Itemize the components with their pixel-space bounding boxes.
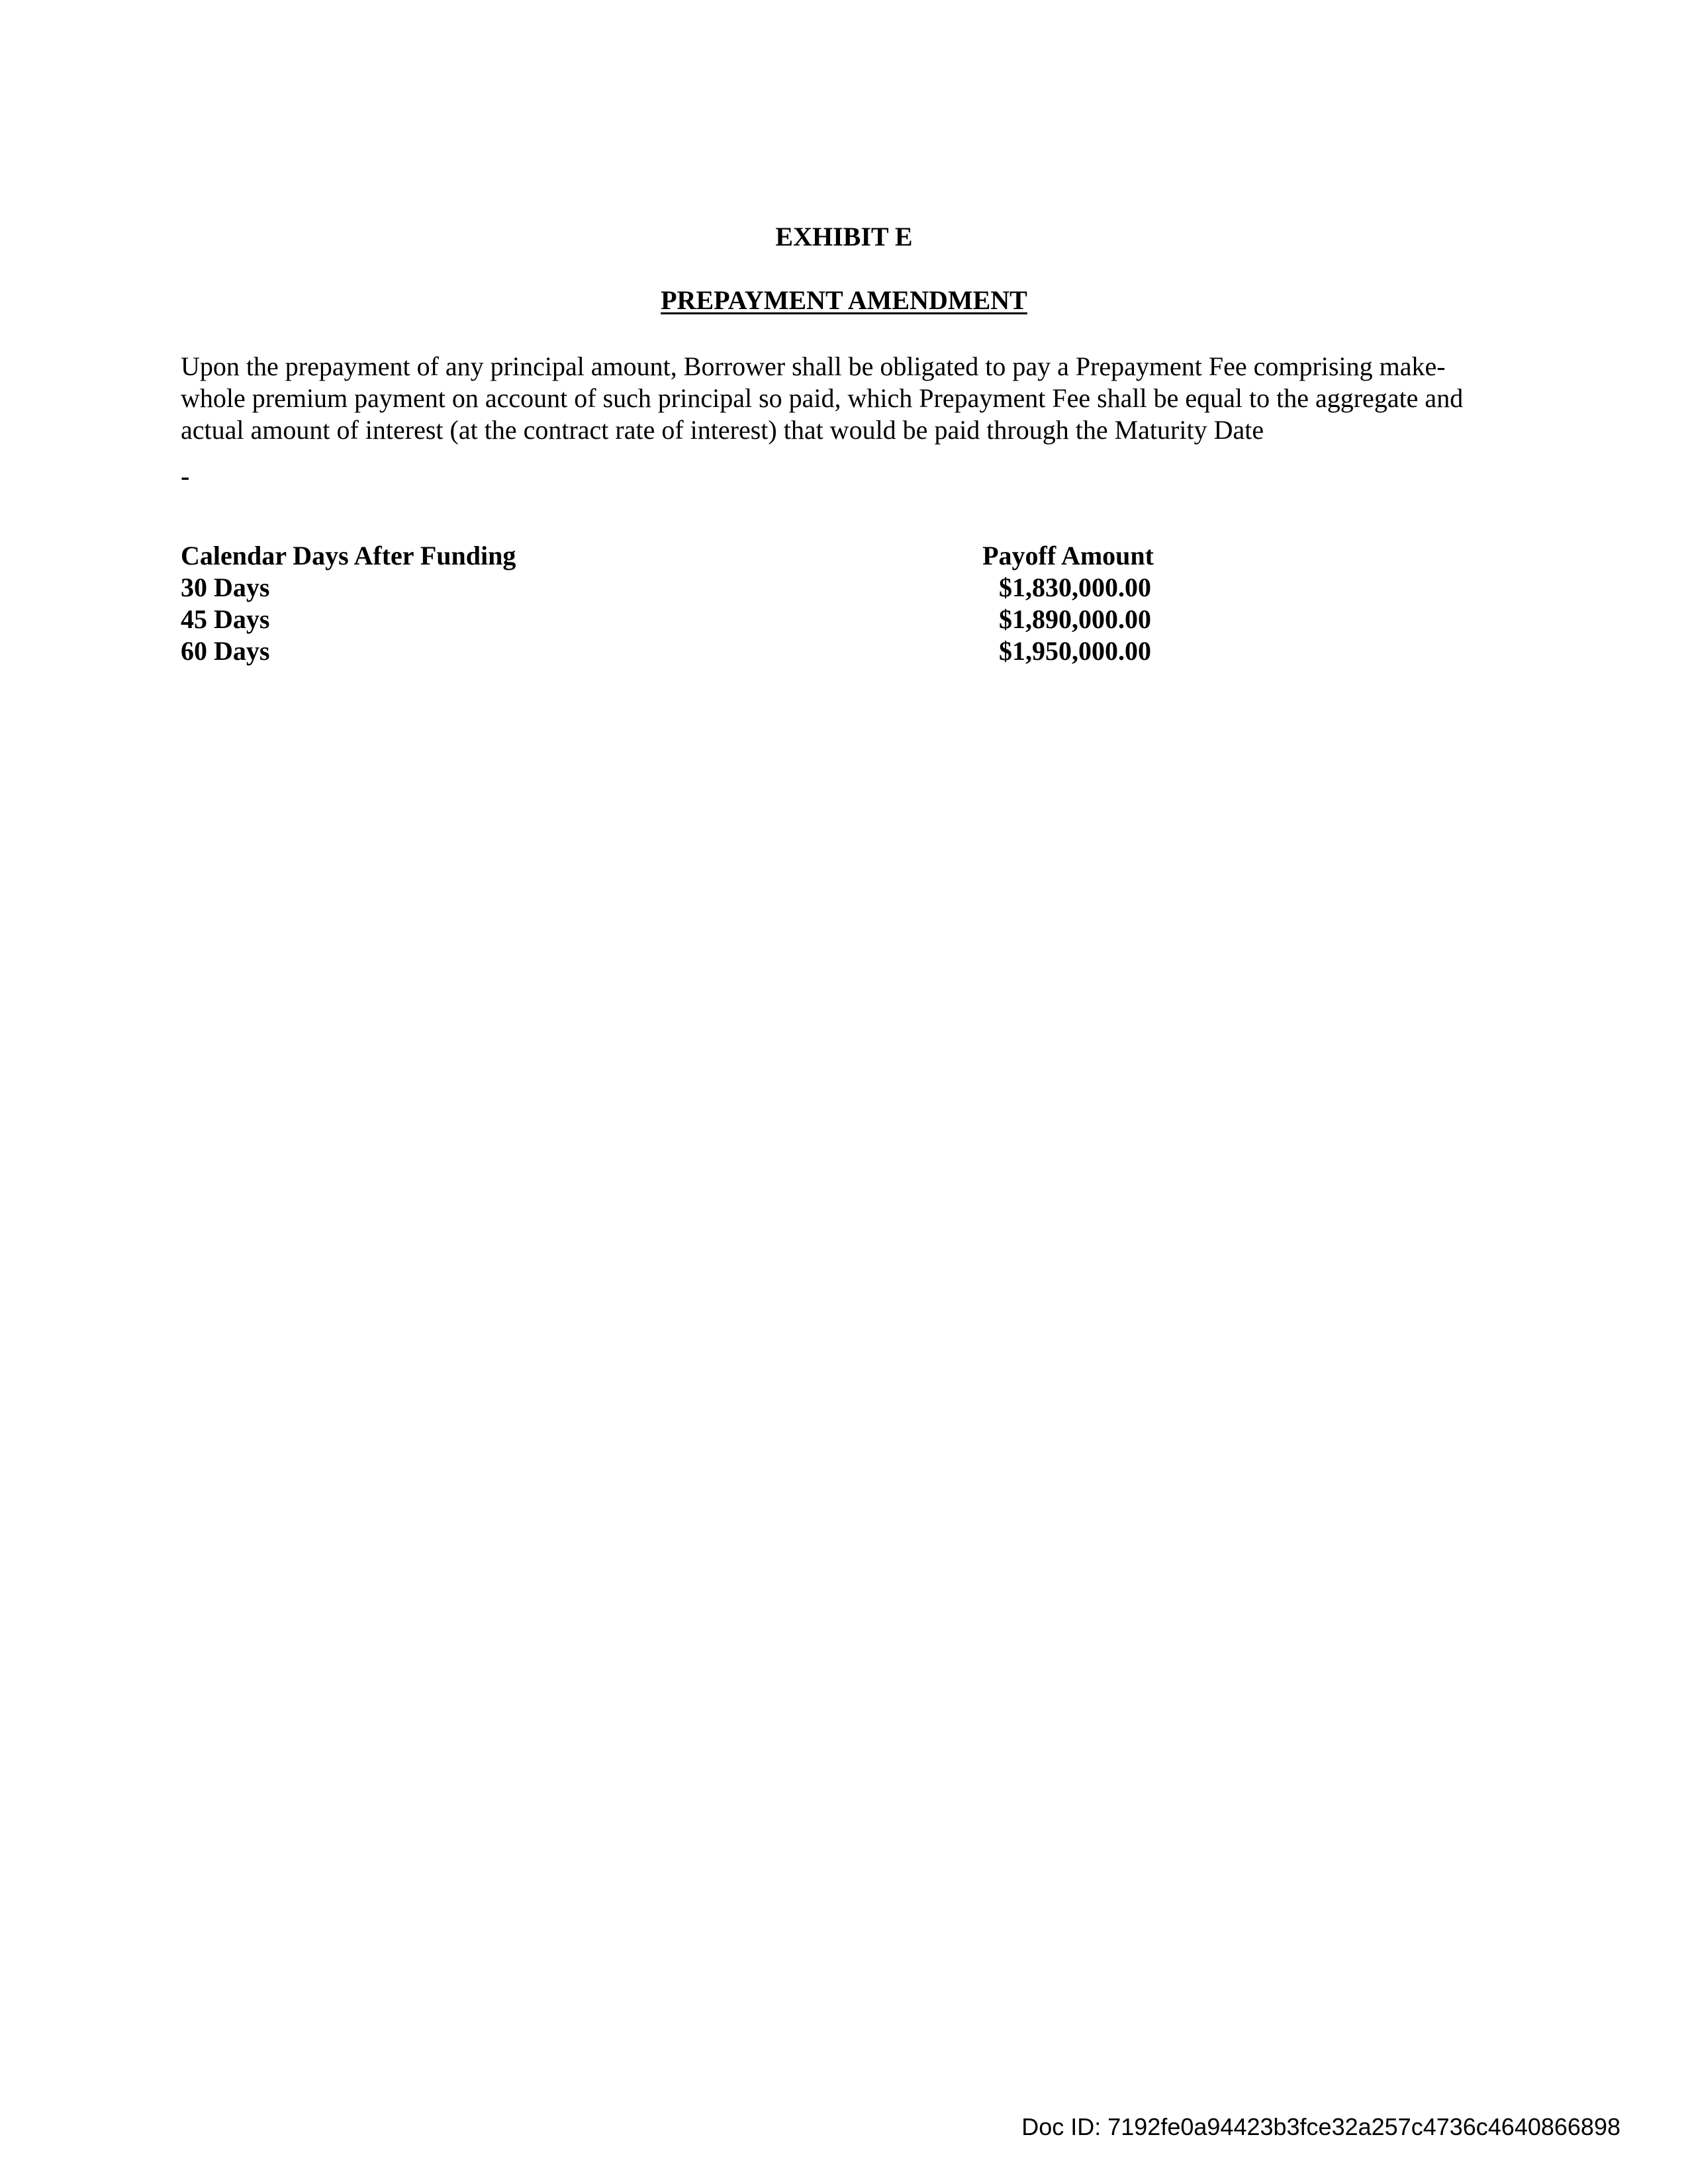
paragraph-line-3: actual amount of interest (at the contract rate of interest) that would be paid through the Maturity Date [181,415,1264,445]
paragraph-line-2: whole premium payment on account of such principal so paid, which Prepayment Fee shall be equal to the aggregate and [181,383,1464,413]
table-row [181,635,1154,667]
row-amount: $1,890,000.00 [999,604,1151,634]
row-days: 45 Days [181,604,270,634]
row-days: 30 Days [181,572,270,602]
section-title-text: PREPAYMENT AMENDMENT [661,285,1027,315]
exhibit-title: EXHIBIT E [775,222,913,251]
table-row [181,572,1154,604]
paragraph-line-1: Upon the prepayment of any principal amount, Borrower shall be obligated to pay a Prepayment Fee comprising make- [181,351,1446,381]
row-days: 60 Days [181,636,270,666]
header-amount: Payoff Amount [982,541,1154,570]
header-days: Calendar Days After Funding [181,541,516,570]
stray-dash: - [181,461,190,491]
prepayment-paragraph [181,351,1518,446]
row-amount: $1,950,000.00 [999,636,1151,666]
doc-id: Doc ID: 7192fe0a94423b3fce32a257c4736c4640866898 [1021,2113,1620,2140]
section-title [0,285,1688,316]
row-amount: $1,830,000.00 [999,572,1151,602]
table-row [181,604,1154,635]
payoff-table [181,540,1154,667]
table-header-row [181,540,1154,572]
